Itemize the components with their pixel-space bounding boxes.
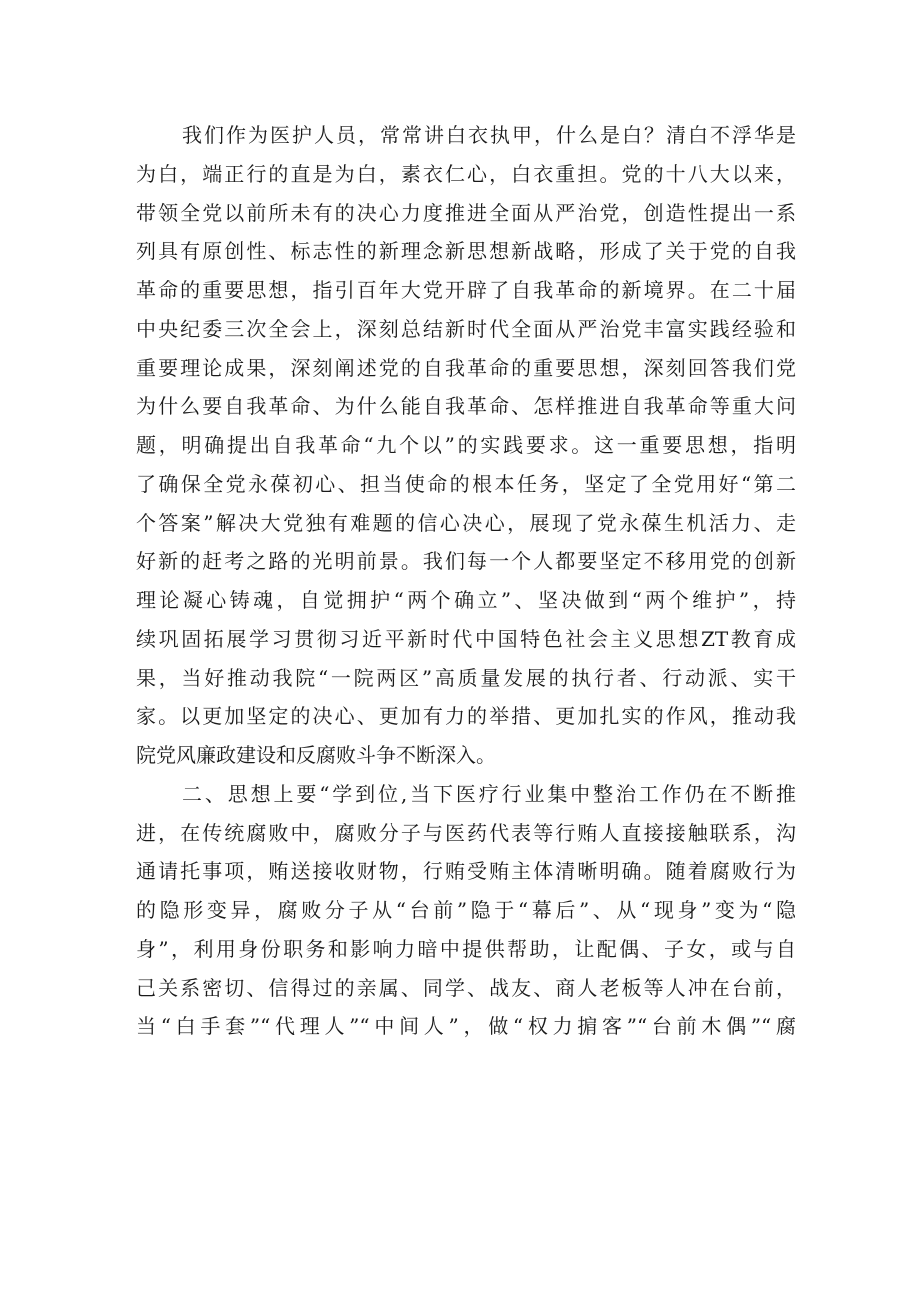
paragraph-1-line: 为什么要自我革命、为什么能自我革命、怎样推进自我革命等重大问 bbox=[136, 394, 796, 419]
paragraph-1-line: 重要理论成果，深刻阐述党的自我革命的重要思想，深刻回答我们党 bbox=[136, 355, 796, 380]
paragraph-2-line: 进，在传统腐败中，腐败分子与医药代表等行贿人直接接触联系，沟 bbox=[136, 820, 796, 845]
paragraph-1-line: 革命的重要思想，指引百年大党开辟了自我革命的新境界。在二十届 bbox=[136, 278, 796, 302]
paragraph-1-line: 带领全党以前所未有的决心力度推进全面从严治党，创造性提出一系 bbox=[136, 200, 796, 225]
paragraph-2-line: 身”，利用身份职务和影响力暗中提供帮助，让配偶、子女，或与自 bbox=[136, 936, 796, 961]
paragraph-2-line: 二、思想上要“学到位,当下医疗行业集中整治工作仍在不断推 bbox=[182, 781, 796, 806]
paragraph-2-line: 当“白手套”“代理人”“中间人”，做“权力掮客”“台前木偶”“腐 bbox=[136, 1014, 796, 1039]
paragraph-1-line: 院党风廉政建设和反腐败斗争不断深入。 bbox=[136, 743, 496, 767]
paragraph-1-line: 题，明确提出自我革命“九个以”的实践要求。这一重要思想，指明 bbox=[136, 433, 796, 457]
paragraph-1-line: 续巩固拓展学习贯彻习近平新时代中国特色社会主义思想ZT教育成 bbox=[136, 626, 796, 651]
paragraph-1-line: 中央纪委三次全会上，深刻总结新时代全面从严治党丰富实践经验和 bbox=[136, 316, 796, 341]
paragraph-1-line: 列具有原创性、标志性的新理念新思想新战略，形成了关于党的自我 bbox=[136, 239, 796, 264]
paragraph-1-line: 我们作为医护人员，常常讲白衣执甲，什么是白？清白不浮华是 bbox=[182, 123, 796, 147]
paragraph-2-line: 的隐形变异，腐败分子从“台前”隐于“幕后”、从“现身”变为“隐 bbox=[136, 898, 796, 922]
paragraph-1-line: 果，当好推动我院“一院两区”高质量发展的执行者、行动派、实干 bbox=[136, 665, 796, 690]
body-text bbox=[136, 116, 796, 1046]
paragraph-1-line: 个答案”解决大党独有难题的信心决心，展现了党永葆生机活力、走 bbox=[136, 510, 796, 535]
paragraph-2-line: 通请托事项，贿送接收财物，行贿受贿主体清晰明确。随着腐败行为 bbox=[136, 859, 796, 884]
paragraph-1-line: 家。以更加坚定的决心、更加有力的举措、更加扎实的作风，推动我 bbox=[136, 704, 796, 729]
paragraph-1-line: 为白，端正行的直是为白，素衣仁心，白衣重担。党的十八大以来， bbox=[136, 161, 796, 186]
paragraph-1-line: 理论凝心铸魂，自觉拥护“两个确立”、坚决做到“两个维护”，持 bbox=[136, 588, 796, 612]
paragraph-2-line: 己关系密切、信得过的亲属、同学、战友、商人老板等人冲在台前， bbox=[136, 975, 796, 1000]
paragraph-1-line: 了确保全党永葆初心、担当使命的根本任务，坚定了全党用好“第二 bbox=[136, 471, 796, 496]
paragraph-1-line: 好新的赶考之路的光明前景。我们每一个人都要坚定不移用党的创新 bbox=[136, 549, 796, 574]
